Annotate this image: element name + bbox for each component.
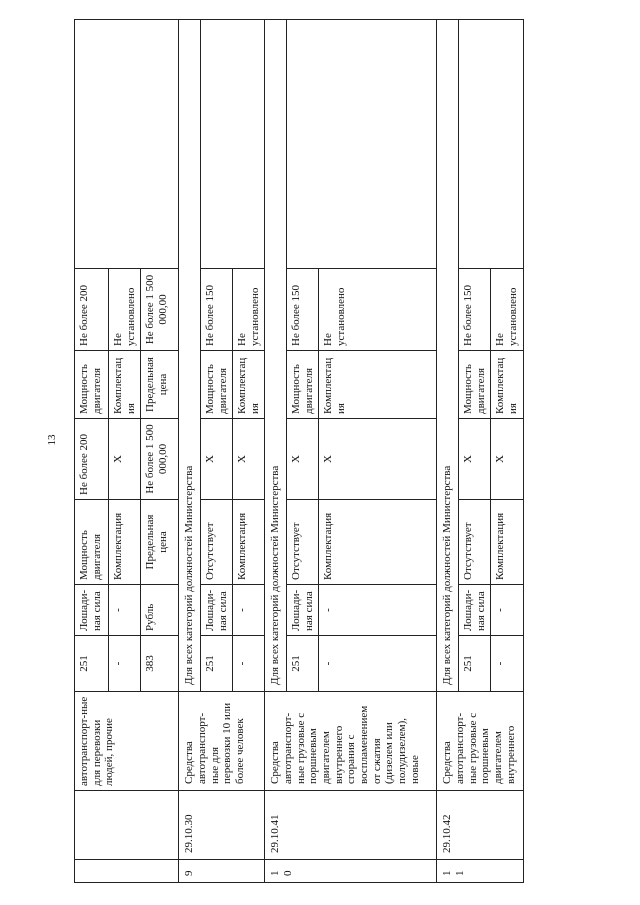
characteristic: Мощность двигателя	[75, 500, 109, 585]
row-number: 9	[179, 860, 265, 883]
value-approved: Не установлено	[491, 269, 523, 351]
category-header: Для всех категорий должностей Министерства	[179, 20, 201, 692]
unit-name: Лошади-ная сила	[200, 585, 232, 636]
characteristic: Предельная цена	[141, 500, 179, 585]
characteristic-approved: Комплектация	[491, 351, 523, 419]
empty-cell	[200, 20, 265, 269]
okei-code: 251	[459, 636, 491, 692]
value-approved: Не более 1 500 000,00	[141, 269, 179, 351]
characteristic-approved: Комплектация	[109, 351, 141, 419]
characteristic-approved: Мощность двигателя	[200, 351, 232, 419]
value-approved: Не установлено	[109, 269, 141, 351]
empty-cell	[75, 20, 179, 269]
table-row	[75, 20, 109, 883]
value: Не более 1 500 000,00	[141, 419, 179, 500]
item-name: Средства автотранспорт-ные грузовые с поршневым двигателем внутреннего сгорания с воспламенением от сжатия (дизелем или полудизелем), новые	[265, 692, 437, 791]
row-number	[75, 860, 179, 883]
characteristic-approved: Мощность двигателя	[459, 351, 491, 419]
value-approved: Не установлено	[233, 269, 265, 351]
unit-name: Рубль	[141, 585, 179, 636]
value: X	[491, 419, 523, 500]
characteristic: Отсутствует	[459, 500, 491, 585]
characteristic: Отсутствует	[200, 500, 232, 585]
rotated-page-content	[74, 20, 583, 883]
category-header: Для всех категорий должностей Министерства	[437, 20, 459, 692]
empty-cell	[459, 20, 524, 269]
value-approved: Не установлено	[319, 269, 437, 351]
okei-code: -	[491, 636, 523, 692]
characteristic-approved: Комплектация	[233, 351, 265, 419]
okei-code: -	[109, 636, 141, 692]
characteristic: Отсутствует	[287, 500, 319, 585]
characteristic: Комплектация	[109, 500, 141, 585]
unit-name: Лошади-ная сила	[459, 585, 491, 636]
okpd-code	[75, 791, 179, 860]
table-row	[179, 20, 201, 883]
unit-name: Лошади-ная сила	[287, 585, 319, 636]
okpd-code: 29.10.41	[265, 791, 437, 860]
okpd-code: 29.10.30	[179, 791, 265, 860]
value-approved: Не более 150	[459, 269, 491, 351]
unit-name: -	[233, 585, 265, 636]
characteristic: Комплектация	[233, 500, 265, 585]
characteristic: Комплектация	[319, 500, 437, 585]
row-number: 11	[437, 860, 523, 883]
characteristic: Комплектация	[491, 500, 523, 585]
table-row	[437, 20, 459, 883]
row-number: 10	[265, 860, 437, 883]
characteristic-approved: Мощность двигателя	[75, 351, 109, 419]
characteristic-approved: Мощность двигателя	[287, 351, 319, 419]
value-approved: Не более 200	[75, 269, 109, 351]
page-number: 13	[46, 434, 58, 446]
item-name: Средства автотранспорт-ные для перевозки 10 или более человек	[179, 692, 265, 791]
category-header: Для всех категорий должностей Министерства	[265, 20, 287, 692]
okpd-code: 29.10.42	[437, 791, 523, 860]
value: X	[109, 419, 141, 500]
okei-code: 251	[287, 636, 319, 692]
unit-name: Лошади-ная сила	[75, 585, 109, 636]
value: X	[459, 419, 491, 500]
table-row	[265, 20, 287, 883]
unit-name: -	[109, 585, 141, 636]
value: X	[287, 419, 319, 500]
characteristic-approved: Предельная цена	[141, 351, 179, 419]
characteristic-approved: Комплектация	[319, 351, 437, 419]
value: X	[200, 419, 232, 500]
item-name: автотранспорт-ные для перевозки людей, прочие	[75, 692, 179, 791]
requirements-table	[74, 19, 524, 883]
unit-name: -	[491, 585, 523, 636]
okei-code: -	[233, 636, 265, 692]
okei-code: 383	[141, 636, 179, 692]
okei-code: -	[319, 636, 437, 692]
value: Не более 200	[75, 419, 109, 500]
value-approved: Не более 150	[287, 269, 319, 351]
okei-code: 251	[75, 636, 109, 692]
value: X	[233, 419, 265, 500]
unit-name: -	[319, 585, 437, 636]
value-approved: Не более 150	[200, 269, 232, 351]
okei-code: 251	[200, 636, 232, 692]
value: X	[319, 419, 437, 500]
empty-cell	[287, 20, 437, 269]
item-name: Средства автотранспорт-ные грузовые с поршневым двигателем внутреннего	[437, 692, 523, 791]
